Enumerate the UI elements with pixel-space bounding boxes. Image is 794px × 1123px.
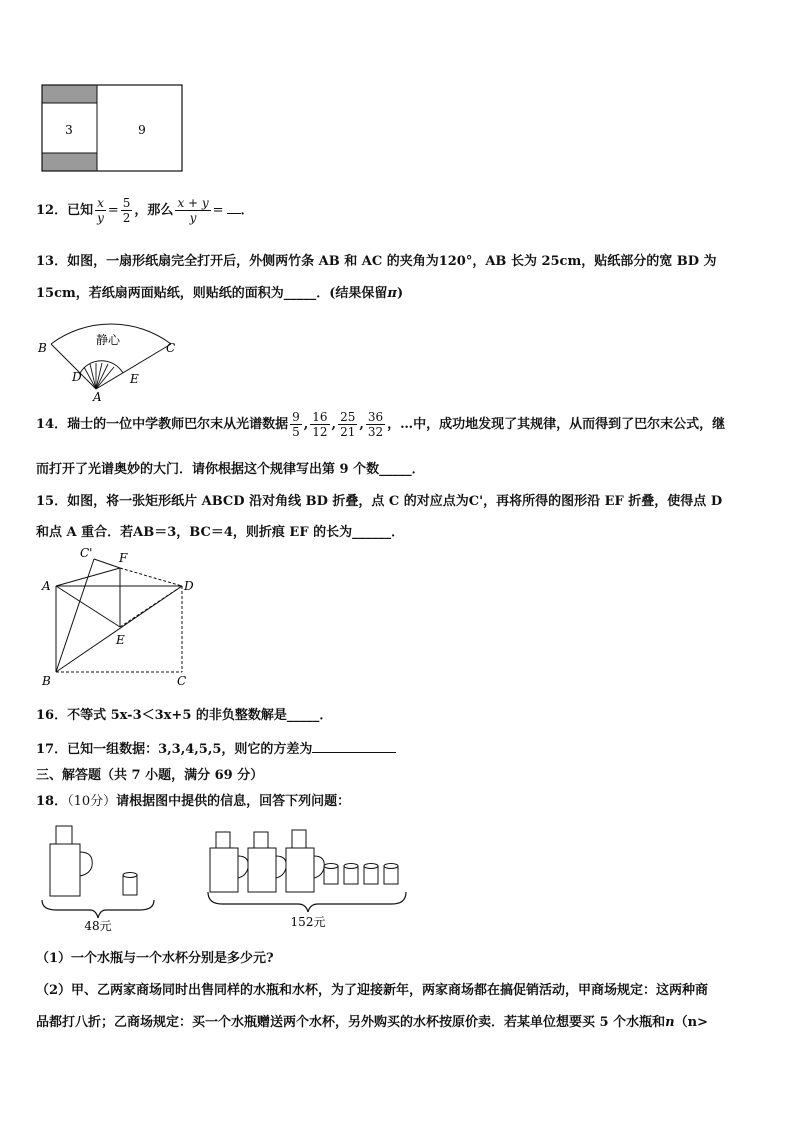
q12-prefix: 12．已知	[36, 203, 94, 218]
cup-icon	[344, 864, 358, 885]
point-C-prime: C'	[80, 546, 93, 560]
fraction-2: $\frac{16}{12}$	[312, 410, 328, 439]
cup-icon	[123, 873, 137, 896]
pi-symbol: π	[387, 286, 397, 301]
point-B: B	[38, 341, 47, 355]
bottle-icon	[50, 826, 92, 896]
fraction-1: $\frac{9}{5}$	[292, 410, 300, 439]
cup-icon	[384, 864, 398, 885]
fan-label: 静心	[95, 333, 121, 347]
fraction-5-over-2: $\frac{5}{2}$	[122, 196, 131, 225]
point-A: A	[93, 390, 102, 402]
fraction-xplusy-over-y: $\frac{x + y}{y}$	[177, 196, 209, 225]
point-D: D	[184, 579, 194, 593]
cell-right-value: 9	[138, 123, 146, 137]
question-13-line1: 13．如图，一扇形纸扇完全打开后，外侧两竹条 AB 和 AC 的夹角为120°，AB 长为 25cm，贴纸部分的宽 BD 为	[36, 254, 717, 269]
question-18-part1: （1）一个水瓶与一个水杯分别是多少元?	[36, 951, 274, 966]
question-16: 16．不等式 5x-3＜3x+5 的非负整数解是_____．	[36, 708, 333, 723]
answer-blank	[227, 201, 241, 214]
point-E: E	[130, 372, 139, 386]
question-18-heading: 18．（10分）请根据图中提供的信息，回答下列问题：	[36, 794, 351, 809]
point-C: C	[166, 341, 176, 355]
point-D: D	[72, 370, 82, 384]
point-F: F	[119, 551, 128, 565]
bottle-icon	[248, 832, 286, 892]
price-left: 48元	[84, 919, 112, 933]
fan-figure	[36, 306, 186, 402]
fraction-x-over-y: $\frac{x}{y}$	[97, 196, 104, 225]
bottles-cups-figure	[36, 822, 416, 934]
question-18-part2-line2: 品都打八折；乙商场规定：买一个水瓶赠送两个水杯，另外购买的水杯按原价卖．若某单位想要买 5 个水瓶和n（n>	[36, 1015, 708, 1030]
point-E: E	[116, 633, 125, 647]
bottle-icon	[286, 830, 324, 892]
question-14-line1: 14．瑞士的一位中学教师巴尔末从光谱数据 $\frac{9}{5}$ , $\frac{16}{12}$ , $\frac{25}{21}$ , $\frac{36}{32}$ ，…中，成功地发现了其规律，从而得到了巴尔末公式，继	[36, 410, 726, 439]
question-15-line2: 和点 A 重合．若AB＝3，BC＝4，则折痕 EF 的长为______．	[36, 525, 405, 540]
question-15-line1: 15．如图，将一张矩形纸片 ABCD 沿对角线 BD 折叠，点 C 的对应点为C'，再将所得的图形沿 EF 折叠，使得点 D	[36, 494, 723, 509]
answer-blank	[312, 740, 396, 753]
question-17: 17．已知一组数据：3,3,4,5,5，则它的方差为	[36, 738, 396, 757]
cup-icon	[364, 864, 378, 885]
point-C: C	[177, 674, 187, 688]
q12-mid: ，那么	[134, 203, 174, 218]
fraction-4: $\frac{36}{32}$	[367, 410, 384, 439]
fraction-3: $\frac{25}{21}$	[340, 410, 356, 439]
bottle-icon	[210, 832, 248, 892]
question-13-line2: 15cm，若纸扇两面贴纸，则贴纸的面积为_____．(结果保留π)	[36, 286, 404, 301]
section-three-heading: 三、解答题（共 7 小题，满分 69 分）	[36, 768, 264, 783]
cup-icon	[324, 864, 338, 885]
question-12: 12．已知 $\frac{x}{y}$ = $\frac{5}{2}$ ，那么 $\frac{x + y}{y}$ = ．	[36, 196, 254, 225]
point-A: A	[42, 579, 51, 593]
point-B: B	[42, 674, 51, 688]
cell-left-value: 3	[65, 123, 73, 137]
fold-figure	[36, 544, 206, 690]
fig-rectangle-cells	[40, 83, 185, 173]
question-14-line2: 而打开了光谱奥妙的大门．请你根据这个规律写出第 9 个数_____．	[36, 462, 425, 477]
price-right: 152元	[290, 915, 326, 929]
question-18-part2-line1: （2）甲、乙两家商场同时出售同样的水瓶和水杯，为了迎接新年，两家商场都在搞促销活动，甲商场规定：这两种商	[36, 983, 709, 998]
